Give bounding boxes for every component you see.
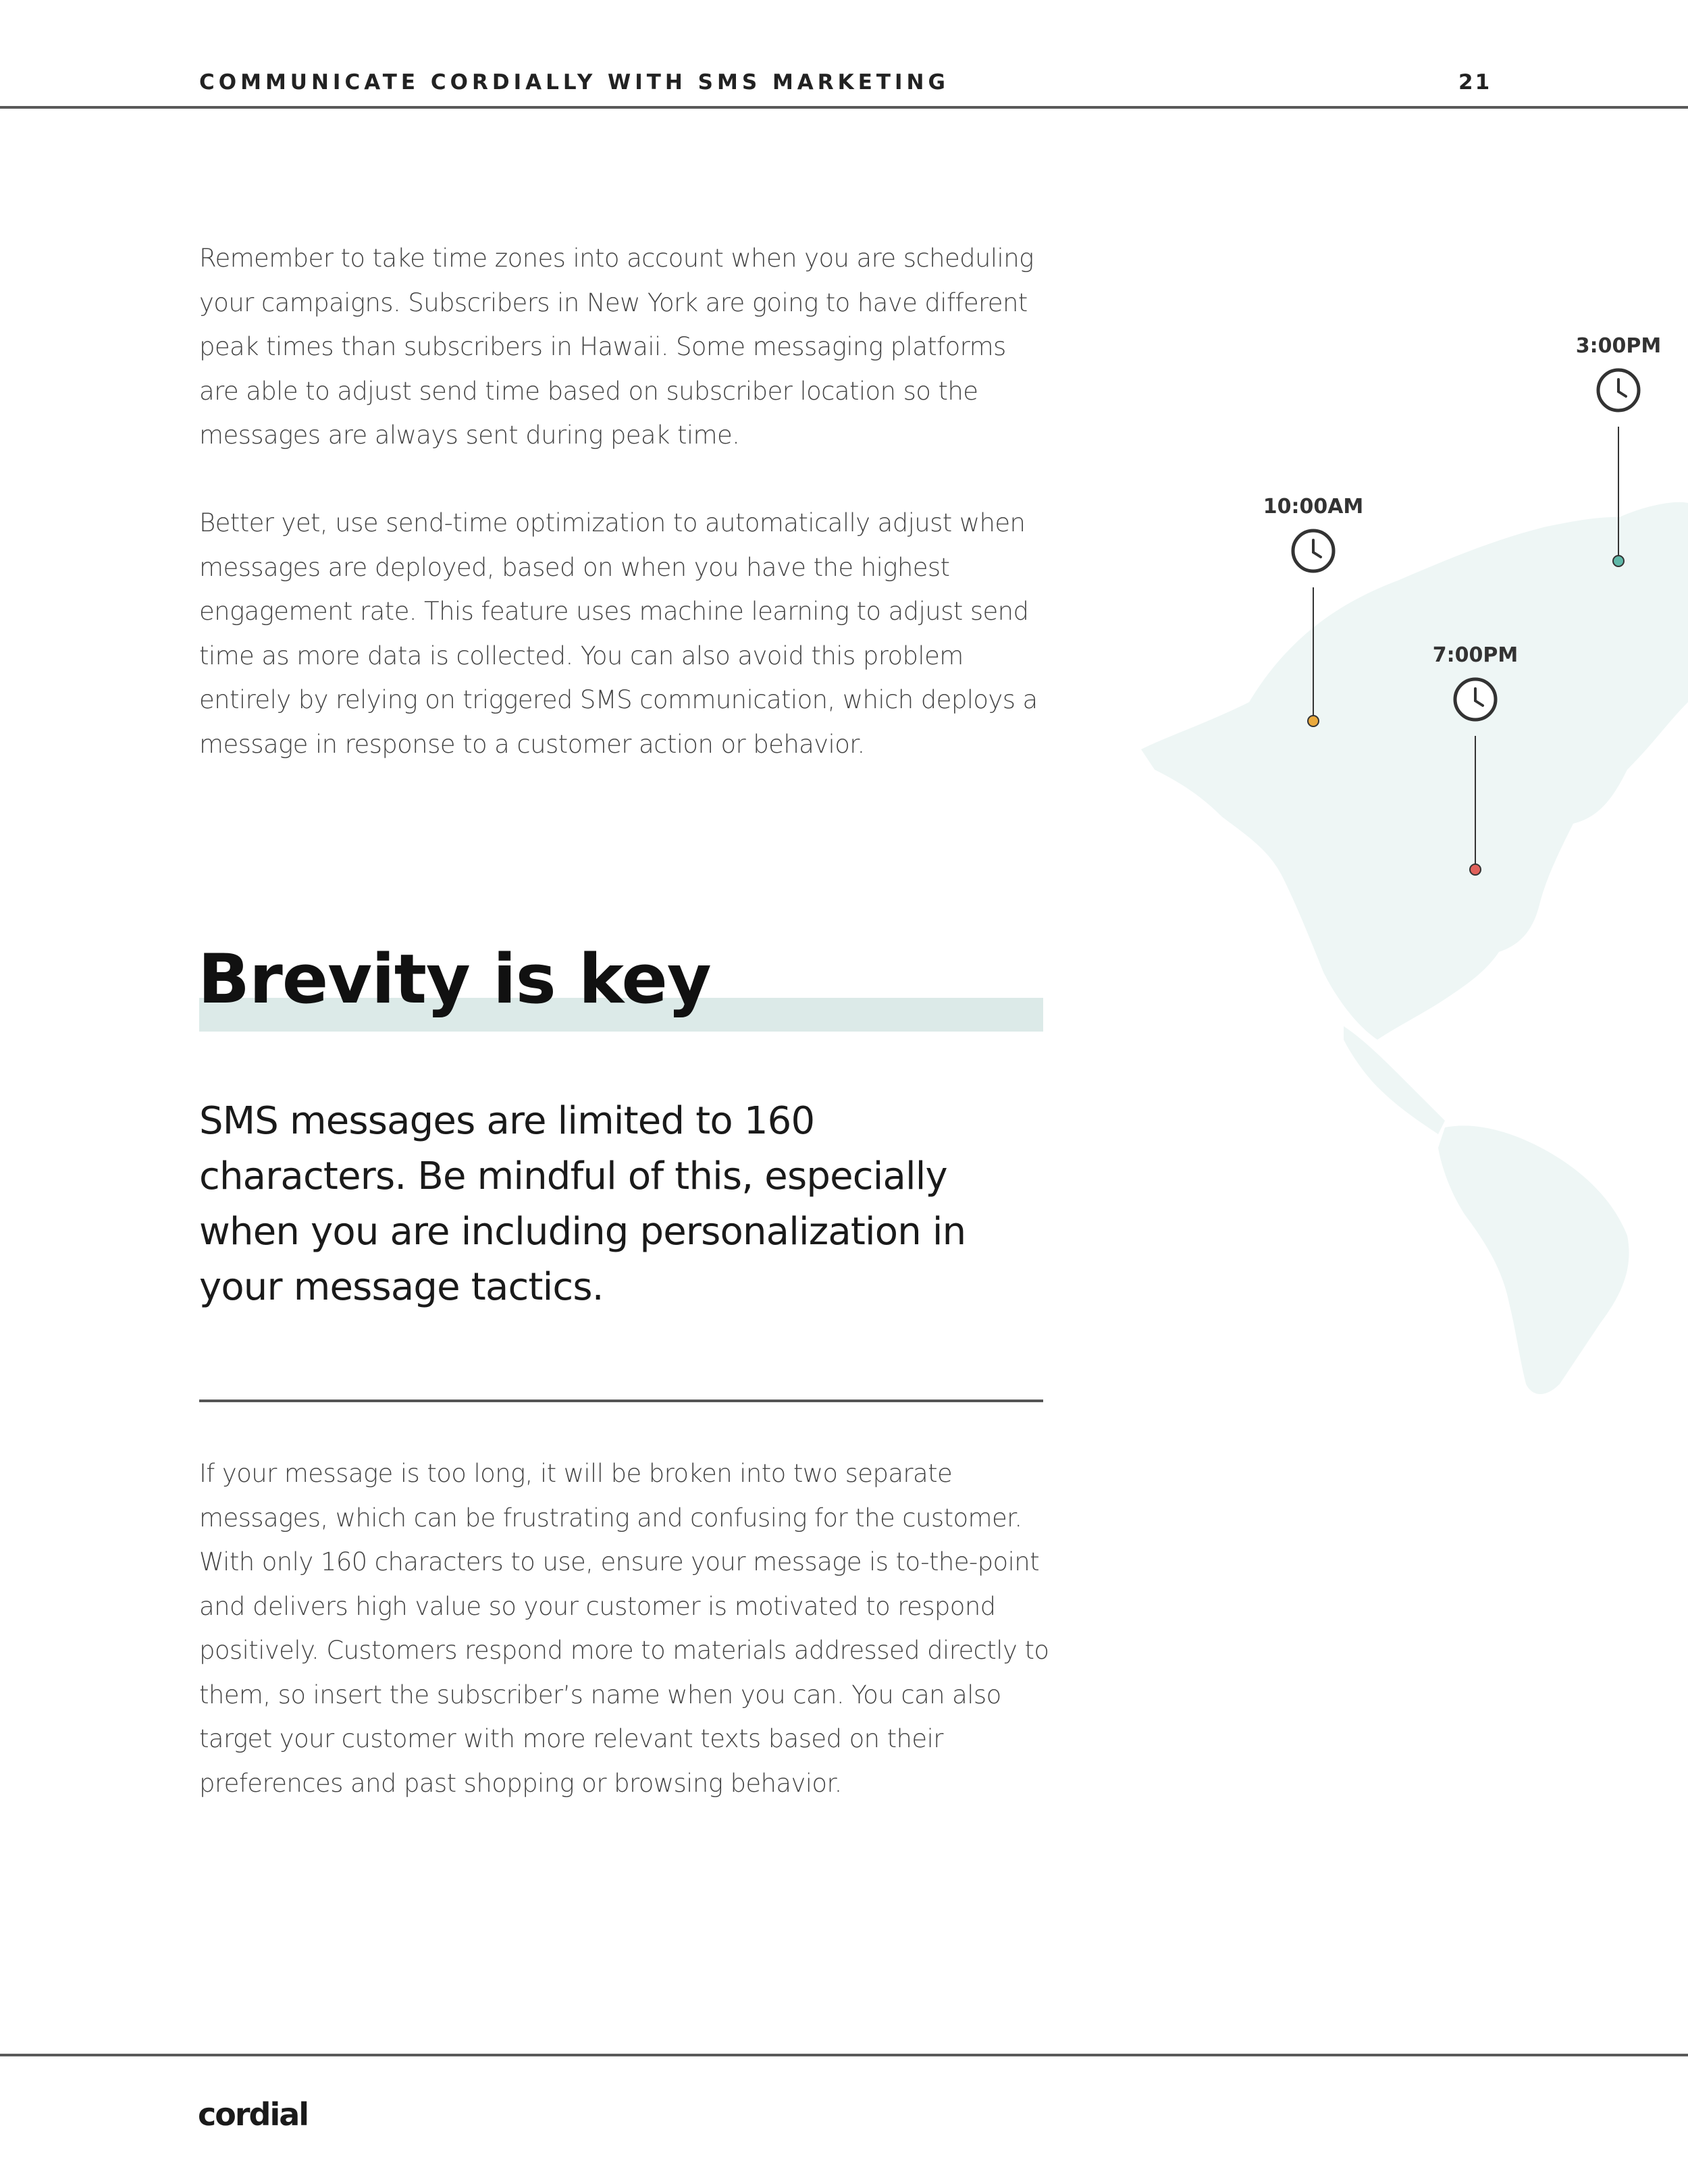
running-header: COMMUNICATE CORDIALLY WITH SMS MARKETING xyxy=(199,70,949,95)
cordial-logo xyxy=(198,2098,313,2132)
section-divider xyxy=(199,1400,1043,1402)
header-rule xyxy=(0,106,1688,109)
lead-statement: SMS messages are limited to 160 characters. Be mindful of this, especially when you are including personalization in your message tactics. xyxy=(199,1099,966,1309)
location-dot xyxy=(1613,556,1624,566)
section-heading: Brevity is key xyxy=(198,939,711,1019)
time-label-10am: 10:00AM xyxy=(1263,495,1364,518)
clock-marker-7pm xyxy=(1450,674,1501,883)
location-dot xyxy=(1308,716,1319,726)
body-paragraph-time-zones: Remember to take time zones into account when you are scheduling your campaigns. Subscribers in New York are going to have different peak times than subscribers in Hawaii. Some messaging platforms are able to adjust send time based on subscriber location so the messages are always sent during peak time. xyxy=(199,244,1034,450)
body-paragraph-send-time-optimization: Better yet, use send-time optimization to automatically adjust when messages are deployed, based on when you have the highest engagement rate. This feature uses machine learning to adjust send time as more data is collected. You can also avoid this problem entirely by relying on triggered SMS communication, which deploys a message in response to a customer action or behavior. xyxy=(199,508,1038,759)
time-label-7pm: 7:00PM xyxy=(1432,643,1519,667)
page-number: 21 xyxy=(1458,70,1492,95)
time-label-3pm: 3:00PM xyxy=(1575,334,1662,358)
world-map-illustration xyxy=(1141,500,1688,1404)
north-america-shape xyxy=(1141,517,1688,1040)
footer-rule xyxy=(0,2054,1688,2056)
clock-marker-3pm xyxy=(1593,365,1644,574)
south-america-shape xyxy=(1438,1125,1629,1394)
svg-text:cordial: cordial xyxy=(198,2098,309,2132)
location-dot xyxy=(1470,864,1481,875)
body-paragraph-message-length: If your message is too long, it will be broken into two separate messages, which can be frustrating and confusing for the customer. With only 160 characters to use, ensure your message is to-the-point and delivers high value so your customer is motivated to respond positively. Customers respond more to materials addressed directly to them, so insert the subscriber’s name when you can. You can also target your customer with more relevant texts based on their preferences and past shopping or browsing behavior. xyxy=(199,1459,1049,1798)
central-america-shape xyxy=(1344,1026,1445,1134)
clock-marker-10am xyxy=(1288,525,1339,735)
